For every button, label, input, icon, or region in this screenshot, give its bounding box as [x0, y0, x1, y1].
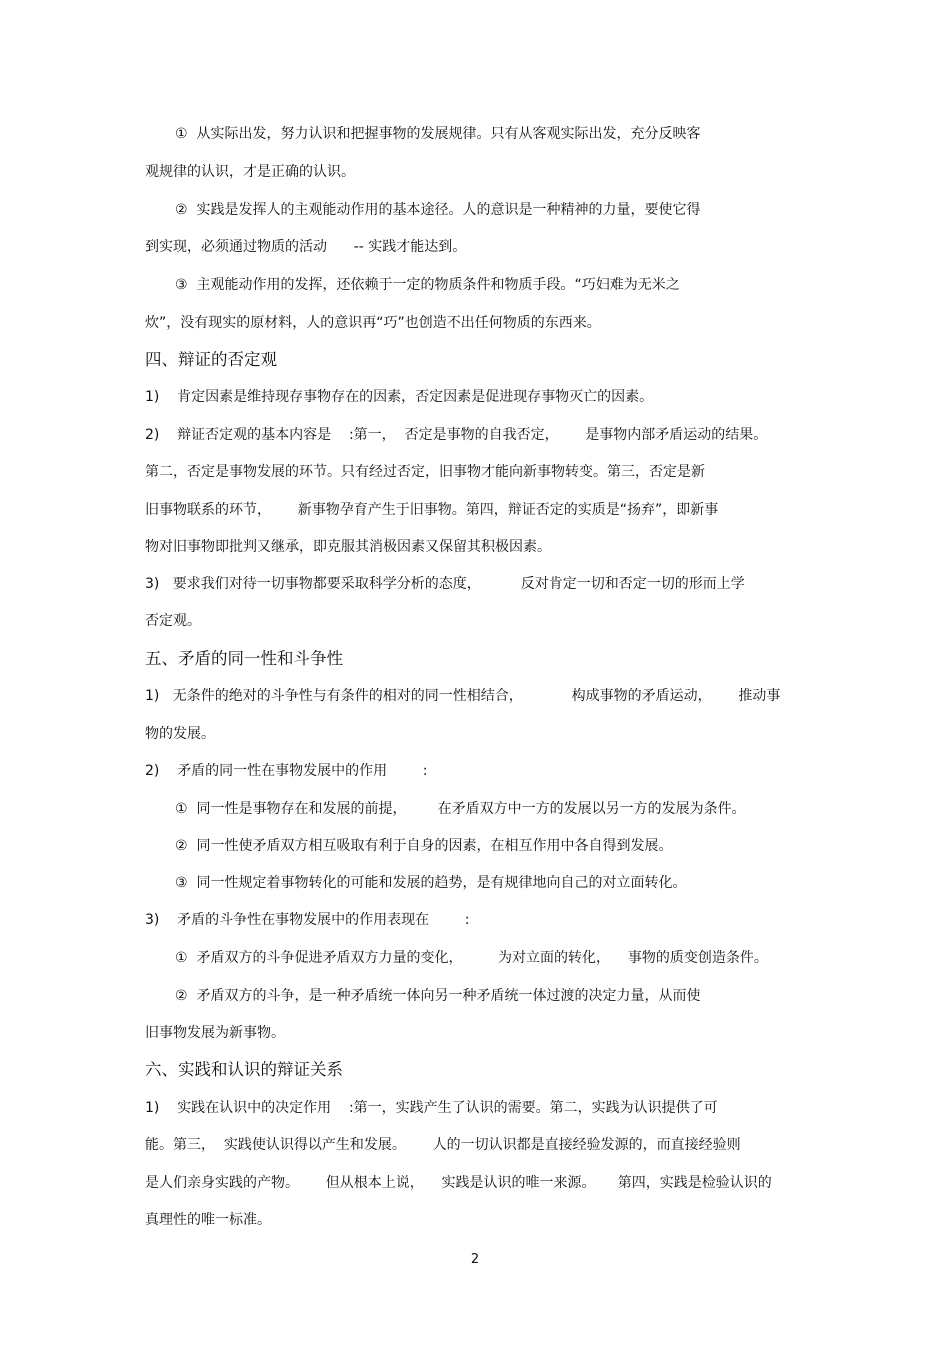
- paragraph-line: ② 同一性使矛盾双方相互吸取有利于自身的因素，在相互作用中各自得到发展。: [175, 838, 673, 854]
- paragraph-line: 2) 辩证否定观的基本内容是 :第一， 否定是事物的自我否定， 是事物内部矛盾运动的结果。: [145, 427, 768, 443]
- paragraph-line: 3) 要求我们对待一切事物都要采取科学分析的态度， 反对肯定一切和否定一切的形而上学: [145, 576, 745, 592]
- paragraph-line: 3) 矛盾的斗争性在事物发展中的作用表现在 :: [145, 912, 470, 928]
- section-heading: 五、矛盾的同一性和斗争性: [145, 649, 343, 668]
- paragraph-line: ① 同一性是事物存在和发展的前提， 在矛盾双方中一方的发展以另一方的发展为条件。: [175, 801, 746, 817]
- paragraph-line: 炊”，没有现实的原材料，人的意识再“巧”也创造不出任何物质的东西来。: [145, 315, 601, 331]
- section-heading: 四、辩证的否定观: [145, 350, 277, 369]
- paragraph-line: 能。第三， 实践使认识得以产生和发展。 人的一切认识都是直接经验发源的，而直接经验则: [145, 1137, 741, 1153]
- paragraph-line: 否定观。: [145, 613, 201, 629]
- paragraph-line: 旧事物发展为新事物。: [145, 1025, 285, 1041]
- paragraph-line: 第二，否定是事物发展的环节。只有经过否定，旧事物才能向新事物转变。第三，否定是新: [145, 464, 705, 480]
- paragraph-line: ① 从实际出发，努力认识和把握事物的发展规律。只有从客观实际出发，充分反映客: [175, 126, 701, 142]
- paragraph-line: 物对旧事物即批判又继承，即克服其消极因素又保留其积极因素。: [145, 539, 551, 555]
- paragraph-line: ③ 同一性规定着事物转化的可能和发展的趋势，是有规律地向自己的对立面转化。: [175, 875, 687, 891]
- paragraph-line: 1) 无条件的绝对的斗争性与有条件的相对的同一性相结合， 构成事物的矛盾运动， 推动事: [145, 688, 781, 704]
- paragraph-line: ② 实践是发挥人的主观能动作用的基本途径。人的意识是一种精神的力量，要使它得: [175, 202, 701, 218]
- paragraph-line: ③ 主观能动作用的发挥，还依赖于一定的物质条件和物质手段。“巧妇难为无米之: [175, 277, 680, 293]
- paragraph-line: 旧事物联系的环节， 新事物孕育产生于旧事物。第四，辩证否定的实质是“扬弃”，即新事: [145, 502, 719, 518]
- paragraph-line: 到实现，必须通过物质的活动 -- 实践才能达到。: [145, 239, 467, 255]
- paragraph-line: 是人们亲身实践的产物。 但从根本上说， 实践是认识的唯一来源。 第四，实践是检验认识的: [145, 1175, 772, 1191]
- paragraph-line: 真理性的唯一标准。: [145, 1212, 271, 1228]
- paragraph-line: 物的发展。: [145, 726, 215, 742]
- paragraph-line: ① 矛盾双方的斗争促进矛盾双方力量的变化， 为对立面的转化， 事物的质变创造条件。: [175, 950, 768, 966]
- paragraph-line: 观规律的认识，才是正确的认识。: [145, 164, 355, 180]
- page-number: 2: [470, 1252, 480, 1267]
- paragraph-line: 1) 实践在认识中的决定作用 :第一，实践产生了认识的需要。第二，实践为认识提供了可: [145, 1100, 718, 1116]
- paragraph-line: ② 矛盾双方的斗争，是一种矛盾统一体向另一种矛盾统一体过渡的决定力量，从而使: [175, 988, 701, 1004]
- paragraph-line: 2) 矛盾的同一性在事物发展中的作用 :: [145, 763, 428, 779]
- section-heading: 六、实践和认识的辩证关系: [145, 1060, 343, 1079]
- paragraph-line: 1) 肯定因素是维持现存事物存在的因素，否定因素是促进现存事物灭亡的因素。: [145, 389, 654, 405]
